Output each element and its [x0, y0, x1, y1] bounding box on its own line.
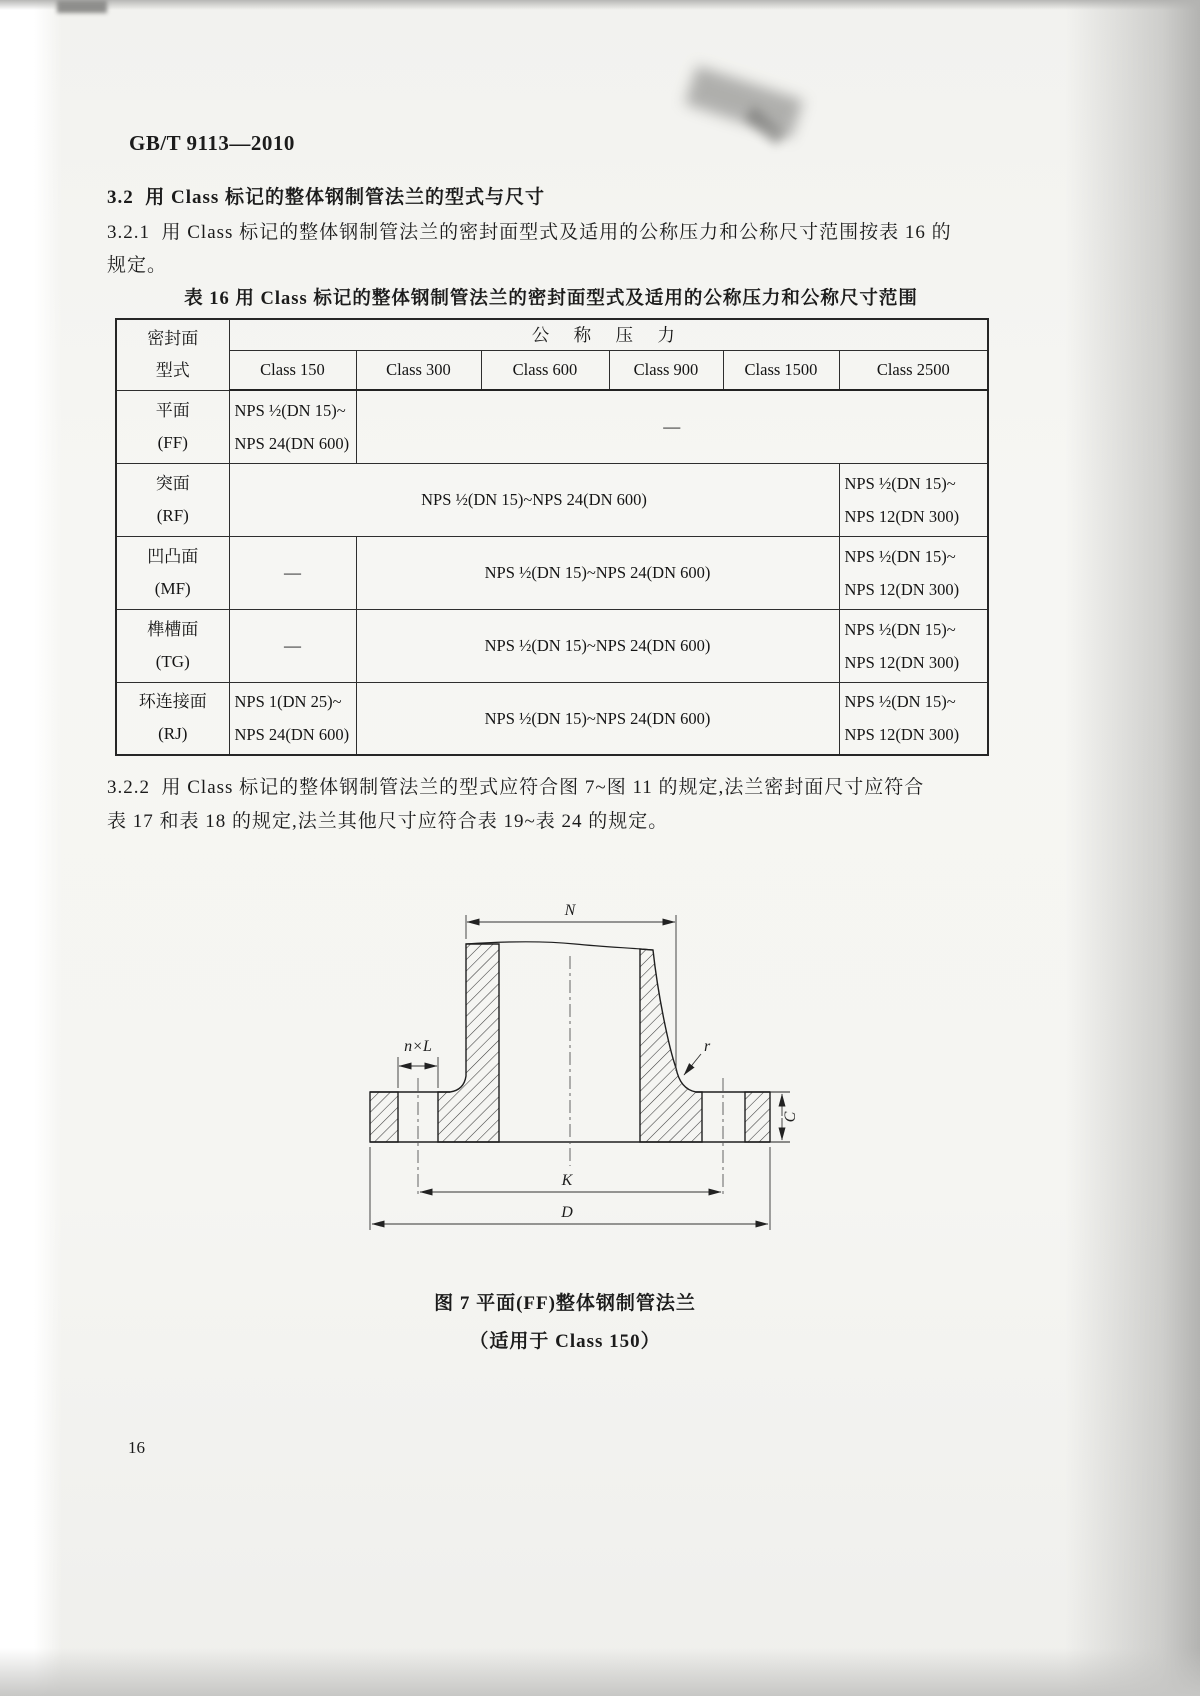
table-row-ff — [116, 390, 988, 463]
range-line: NPS ½(DN 15)~ — [844, 692, 956, 712]
scan-edge-bottom — [0, 1648, 1200, 1696]
cell-rj-class2500-range — [839, 682, 988, 755]
cell-tg-face-line-2: (TG) — [155, 651, 190, 671]
cell-mf-main-range: NPS ½(DN 15)~NPS 24(DN 600) — [356, 536, 839, 609]
dim-label-K: K — [561, 1172, 573, 1189]
dim-label-r: r — [704, 1038, 711, 1055]
cell-rf-main-range: NPS ½(DN 15)~NPS 24(DN 600) — [229, 463, 839, 536]
scan-edge-left — [0, 0, 62, 1696]
table-16 — [115, 318, 989, 756]
scan-corner-mark — [57, 0, 107, 13]
scan-edge-top — [0, 0, 1200, 10]
cell-tg-face-line-1: 榫槽面 — [147, 619, 199, 639]
table-row-rj — [116, 682, 988, 755]
range-line: NPS ½(DN 15)~ — [844, 546, 956, 566]
header-class-2500: Class 2500 — [839, 350, 988, 390]
dim-label-nxL: n×L — [404, 1038, 432, 1055]
section-3-2-1-text-line-2: 规定。 — [107, 255, 168, 276]
range-line: NPS 12(DN 300) — [844, 652, 960, 672]
header-sealing-face-line-2: 型式 — [155, 360, 190, 380]
cell-mf-face-line-2: (MF) — [154, 578, 191, 598]
cell-rj-class150-range — [229, 682, 356, 755]
cell-rj-face-line-1: 环连接面 — [138, 692, 207, 712]
cell-ff-not-applicable: — — [356, 390, 988, 463]
range-line: NPS 1(DN 25)~ — [234, 692, 342, 712]
dim-label-C: C — [782, 1111, 799, 1123]
cell-tg-main-range: NPS ½(DN 15)~NPS 24(DN 600) — [356, 609, 839, 682]
cell-ff-face — [116, 390, 229, 463]
flange-left-rim-section — [370, 1092, 398, 1142]
range-line: NPS ½(DN 15)~ — [234, 400, 346, 420]
flange-outlines — [370, 942, 790, 1142]
figure-7-caption-line-2: （适用于 Class 150） — [469, 1331, 661, 1352]
flange-left-hub-section — [438, 944, 499, 1142]
range-line: NPS 24(DN 600) — [234, 725, 350, 745]
header-sealing-face — [116, 319, 229, 390]
cell-ff-face-line-2: (FF) — [157, 432, 188, 452]
cell-rf-face-line-2: (RF) — [156, 505, 189, 525]
page-number: 16 — [128, 1438, 145, 1457]
flange-right-rim-section — [745, 1092, 770, 1142]
cell-rj-face — [116, 682, 229, 755]
header-class-150: Class 150 — [229, 350, 356, 390]
range-line: NPS 24(DN 600) — [234, 433, 350, 453]
table-header-row-1 — [116, 319, 988, 350]
section-3-2-2-text-line-1: 3.2.2 用 Class 标记的整体钢制管法兰的型式应符合图 7~图 11 的规定,法兰密封面尺寸应符合 — [107, 777, 925, 798]
cell-ff-face-line-1: 平面 — [155, 400, 190, 420]
section-3-2-heading: 3.2 用 Class 标记的整体钢制管法兰的型式与尺寸 — [107, 187, 546, 208]
table-row-rf — [116, 463, 988, 536]
cell-mf-class150-dash: — — [229, 536, 356, 609]
cell-rf-face-line-1: 突面 — [155, 473, 190, 493]
range-line: NPS ½(DN 15)~ — [844, 473, 956, 493]
dim-label-N: N — [564, 902, 576, 919]
header-class-300: Class 300 — [356, 350, 481, 390]
scan-edge-right — [1065, 0, 1200, 1696]
cell-rf-class2500-range — [839, 463, 988, 536]
cell-tg-class150-dash: — — [229, 609, 356, 682]
flange-figure — [330, 878, 810, 1240]
cell-rj-face-line-2: (RJ) — [158, 724, 188, 744]
cell-rf-face — [116, 463, 229, 536]
header-class-900: Class 900 — [609, 350, 723, 390]
table-16-title: 表 16 用 Class 标记的整体钢制管法兰的密封面型式及适用的公称压力和公称尺寸范围 — [184, 289, 918, 309]
table-row-tg — [116, 609, 988, 682]
figure-7-caption-line-1: 图 7 平面(FF)整体钢制管法兰 — [434, 1293, 696, 1314]
table-row-mf — [116, 536, 988, 609]
header-nominal-pressure: 公 称 压 力 — [229, 319, 988, 350]
cell-mf-face — [116, 536, 229, 609]
range-line: NPS 12(DN 300) — [844, 725, 960, 745]
header-sealing-face-line-1: 密封面 — [147, 328, 199, 348]
doc-number: GB/T 9113—2010 — [129, 131, 295, 155]
cell-rj-main-range: NPS ½(DN 15)~NPS 24(DN 600) — [356, 682, 839, 755]
cell-mf-class2500-range — [839, 536, 988, 609]
range-line: NPS 12(DN 300) — [844, 506, 960, 526]
cell-tg-class2500-range — [839, 609, 988, 682]
cell-ff-class150-range — [229, 390, 356, 463]
range-line: NPS 12(DN 300) — [844, 579, 960, 599]
dimension-r — [684, 1054, 701, 1075]
scan-shadow-mark — [685, 66, 804, 139]
header-class-600: Class 600 — [481, 350, 609, 390]
range-line: NPS ½(DN 15)~ — [844, 619, 956, 639]
section-3-2-1-text-line-1: 3.2.1 用 Class 标记的整体钢制管法兰的密封面型式及适用的公称压力和公称尺寸范围按表 16 的 — [107, 222, 952, 243]
table-header-row-2 — [116, 350, 988, 390]
section-3-2-2-text-line-2: 表 17 和表 18 的规定,法兰其他尺寸应符合表 19~表 24 的规定。 — [107, 811, 669, 832]
dim-label-D: D — [561, 1204, 573, 1221]
flange-right-hub-section — [640, 949, 702, 1142]
header-class-1500: Class 1500 — [723, 350, 839, 390]
cell-tg-face — [116, 609, 229, 682]
cell-mf-face-line-1: 凹凸面 — [147, 546, 199, 566]
